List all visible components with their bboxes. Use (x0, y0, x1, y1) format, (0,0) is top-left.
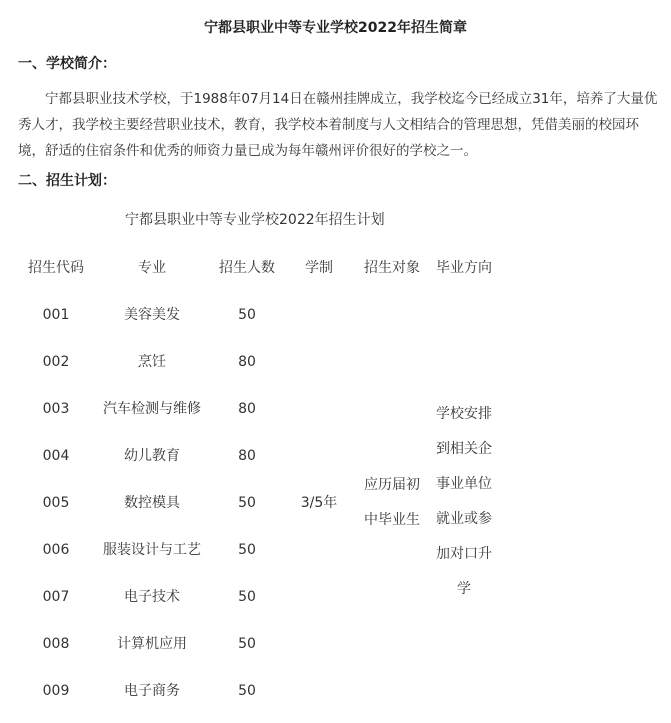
header-code: 招生代码 (28, 260, 84, 276)
row-count: 50 (238, 636, 256, 652)
target-cell (364, 468, 420, 538)
direction-line: 学 (457, 581, 471, 597)
header-direction: 毕业方向 (436, 260, 492, 276)
row-count: 50 (238, 495, 256, 511)
row-major: 数控模具 (124, 495, 180, 511)
row-major: 汽车检测与维修 (103, 401, 201, 417)
row-major: 烹饪 (138, 354, 166, 370)
header-count: 招生人数 (219, 260, 275, 276)
row-count: 80 (238, 354, 256, 370)
row-code: 009 (42, 683, 70, 699)
row-major: 服装设计与工艺 (103, 542, 201, 558)
duration-cell: 3/5年 (300, 495, 338, 511)
row-code: 007 (42, 589, 70, 605)
direction-line: 加对口升 (436, 546, 492, 562)
row-count: 80 (238, 401, 256, 417)
target-line: 应历届初 (364, 477, 420, 493)
row-code: 002 (42, 354, 70, 370)
row-code: 008 (42, 636, 70, 652)
header-duration: 学制 (305, 260, 333, 276)
row-code: 006 (42, 542, 70, 558)
plan-title: 宁都县职业中等专业学校2022年招生计划 (125, 212, 385, 228)
row-code: 001 (42, 307, 70, 323)
row-count: 50 (238, 542, 256, 558)
page-title: 宁都县职业中等专业学校2022年招生简章 (204, 20, 467, 36)
row-major: 幼儿教育 (124, 448, 180, 464)
direction-line: 事业单位 (436, 476, 492, 492)
row-count: 50 (238, 307, 256, 323)
row-major: 电子商务 (124, 683, 180, 699)
row-count: 50 (238, 589, 256, 605)
direction-line: 就业或参 (436, 511, 492, 527)
direction-line: 学校安排 (436, 406, 492, 422)
direction-cell (436, 397, 492, 607)
header-major: 专业 (138, 260, 166, 276)
row-major: 美容美发 (124, 307, 180, 323)
row-count: 80 (238, 448, 256, 464)
row-code: 004 (42, 448, 70, 464)
section-heading-intro: 一、学校简介： (18, 56, 116, 72)
intro-paragraph: 宁都县职业技术学校，于1988年07月14日在赣州挂牌成立，我学校迄今已经成立31年，培养了大量优秀人才，我学校主要经营职业技术，教育，我学校本着制度与人文相结合的管理思想，凭借美丽的校园环境，舒适的住宿条件和优秀的师资力量已成为每年赣州评价很好的学校之一。 (18, 91, 658, 159)
target-line: 中毕业生 (364, 512, 420, 528)
row-code: 003 (42, 401, 70, 417)
row-count: 50 (238, 683, 256, 699)
row-code: 005 (42, 495, 70, 511)
row-major: 电子技术 (124, 589, 180, 605)
header-target: 招生对象 (364, 260, 420, 276)
direction-line: 到相关企 (436, 441, 492, 457)
section-heading-plan: 二、招生计划： (18, 173, 116, 189)
row-major: 计算机应用 (117, 636, 187, 652)
